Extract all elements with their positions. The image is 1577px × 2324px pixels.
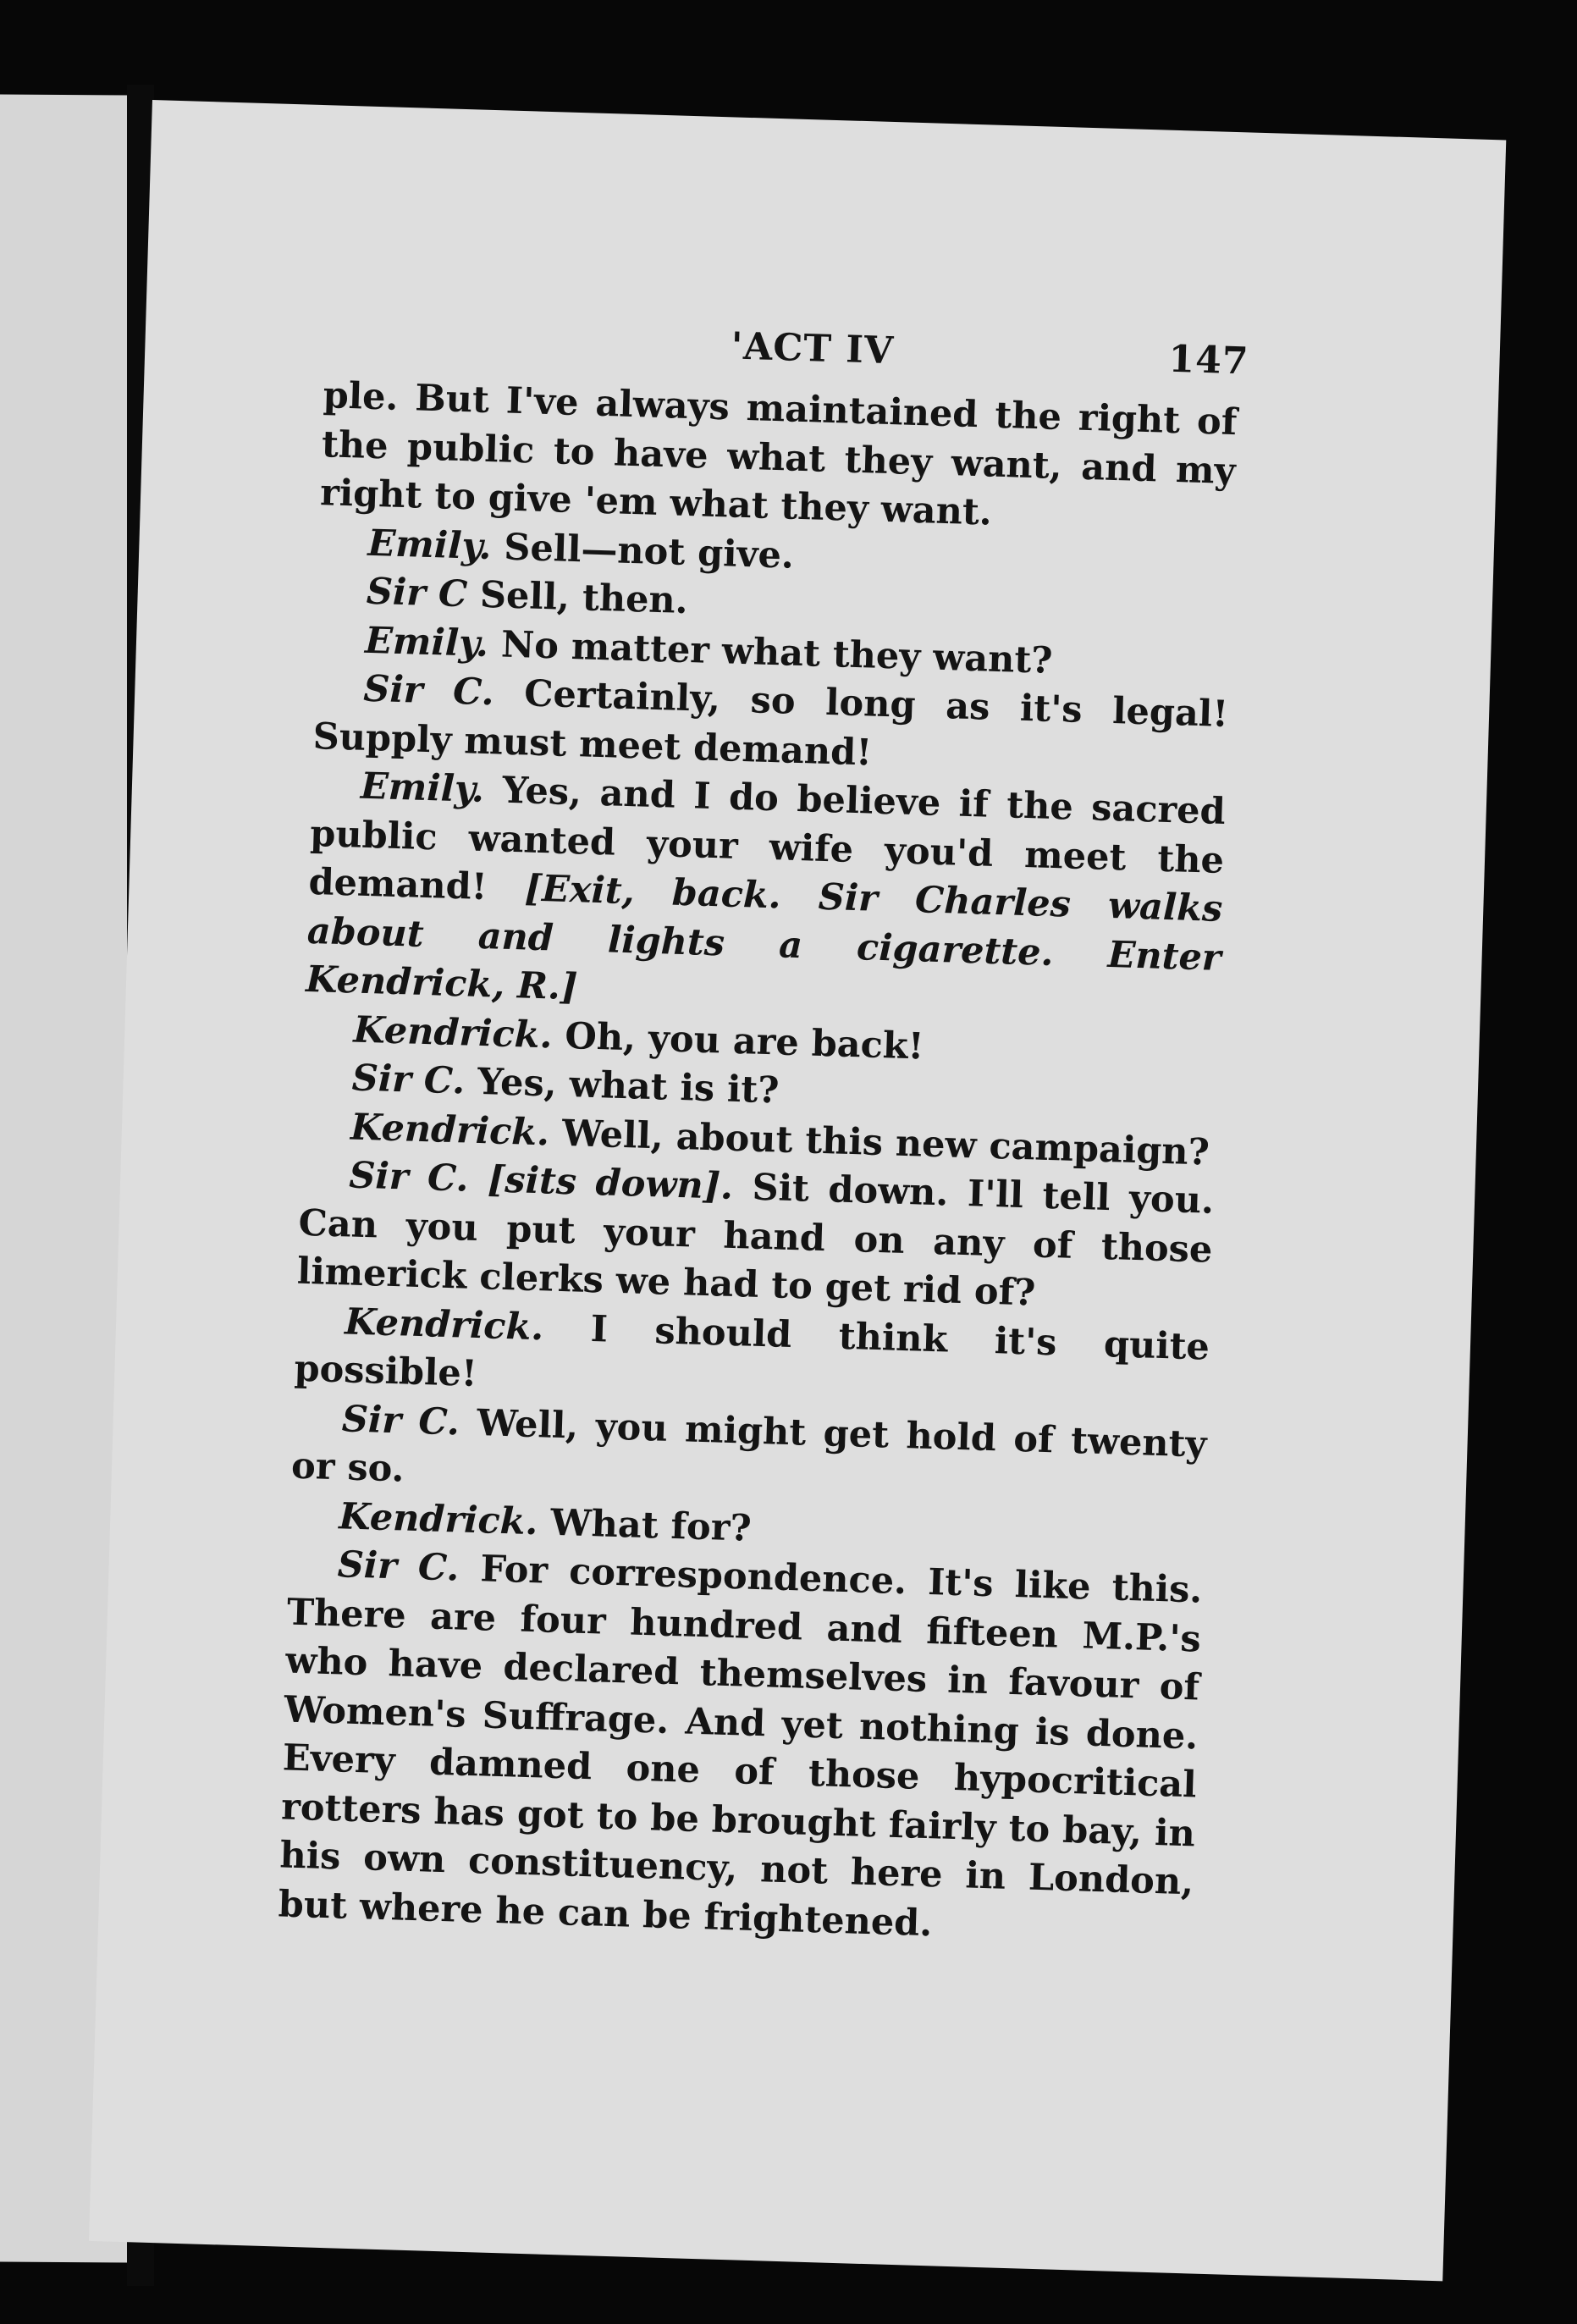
book-page [89, 100, 1506, 2281]
stage-direction: [Exit, back. Sir Charles walks about and lights a cigarette. Enter Kendrick, R.] [305, 867, 1223, 1009]
speech-text: Yes, and I do believe if the sacred public wanted your wife you'd meet the demand! [307, 769, 1227, 909]
dialogue-paragraph [319, 372, 1238, 544]
speaker-name: Kendrick. [350, 1105, 550, 1154]
speaker-name: Emily. [364, 619, 489, 665]
speech-text: Oh, you are back! [564, 1014, 925, 1068]
speech-text: Sell—not give. [503, 526, 795, 577]
dialogue-text [278, 372, 1238, 1956]
speaker-name: Sir C [366, 570, 468, 616]
speech-text: Sell, then. [479, 573, 689, 623]
speech-text: Well, you might get hold of twenty or so. [290, 1401, 1208, 1491]
speaker-name: Kendrick. [344, 1300, 544, 1349]
stage-direction: [sits down]. [487, 1158, 734, 1208]
speaker-name: Emily. [367, 522, 493, 568]
speaker-name: Kendrick. [352, 1008, 554, 1057]
speaker-name: Sir C. [348, 1154, 470, 1201]
page-content [278, 312, 1250, 1956]
speaker-name: Sir C. [351, 1057, 466, 1103]
speech-text: I should think it's quite possible! [293, 1307, 1210, 1396]
dialogue-paragraph [305, 761, 1226, 1031]
speaker-name: Sir C. [341, 1397, 460, 1444]
speaker-name: Emily. [360, 765, 485, 811]
speech-text: Yes, what is it? [477, 1060, 780, 1112]
speech-text: Certainly, so long as it's legal! Supply must meet demand! [312, 672, 1229, 775]
speaker-name: Kendrick. [338, 1494, 539, 1543]
running-title: 'ACT IV [730, 324, 895, 373]
speech-text: For correspondence. It's like this. There are four hundred and fifteen M.P.'s who have declared themselves in favour of Women's Suffrage. And yet nothing is done. Every damned one of those hypocritical rotters has got to be brought fairly to bay, in his own constituency, not here in London, but where he can be frightened. [278, 1548, 1204, 1945]
speech-text: ple. But I've always maintained the right of the public to have what they want, and my right to give 'em what they want. [319, 374, 1238, 534]
speech-text: Well, about this new campaign? [561, 1112, 1210, 1174]
speaker-name: Sir C. [362, 667, 495, 715]
speech-text: What for? [549, 1501, 753, 1550]
dialogue-paragraph [296, 1151, 1215, 1323]
speech-text: Sit down. I'll tell you. Can you put your hand on any of those limerick clerks we had to get rid of? [296, 1166, 1215, 1315]
speech-text: No matter what they want? [500, 623, 1054, 682]
speaker-name: Sir C. [337, 1543, 460, 1590]
page-number: 147 [1167, 337, 1250, 384]
dialogue-paragraph [278, 1540, 1203, 1957]
